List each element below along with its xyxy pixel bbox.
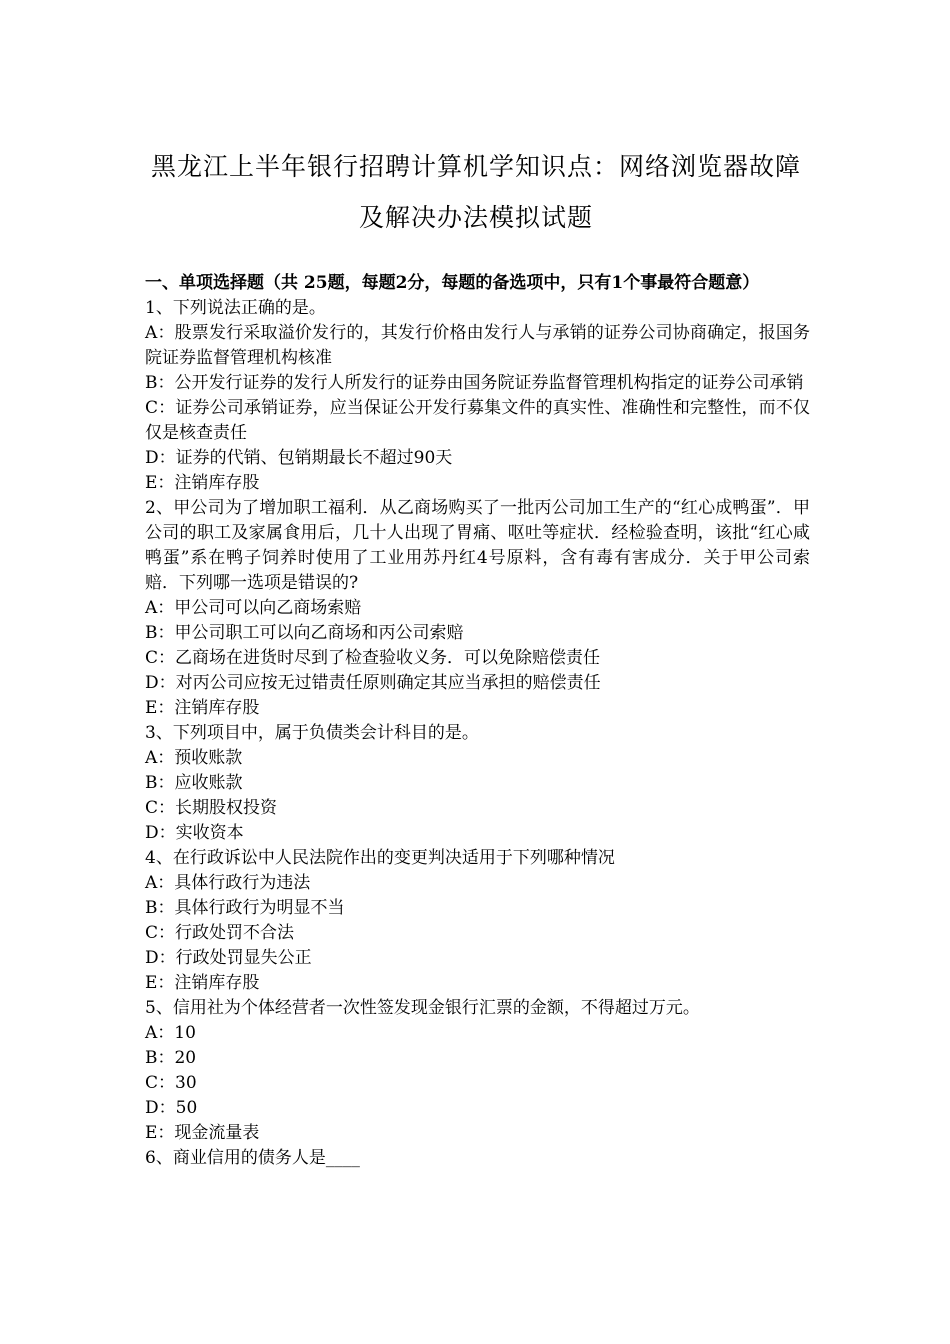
option: D：证券的代销、包销期最长不超过90天: [145, 448, 453, 468]
option: B：具体行政行为明显不当: [145, 898, 345, 918]
option: E：注销库存股: [145, 698, 260, 718]
question-text: 4、在行政诉讼中人民法院作出的变更判决适用于下列哪种情况: [145, 848, 615, 868]
question-block: [145, 1146, 810, 1171]
option: A：10: [145, 1023, 196, 1043]
document-title-line-1: 黑龙江上半年银行招聘计算机学知识点：网络浏览器故障: [150, 152, 801, 181]
section-heading: 一、单项选择题（共 25题，每题2分，每题的备选项中，只有1个事最符合题意）: [145, 273, 760, 293]
question-text: 1、下列说法正确的是。: [145, 298, 326, 318]
question-text: 6、商业信用的债务人是____: [145, 1148, 360, 1168]
option: C：行政处罚不合法: [145, 923, 295, 943]
question-block: [145, 721, 810, 846]
question-text: 3、下列项目中，属于负债类会计科目的是。: [145, 723, 479, 743]
option: A：股票发行采取溢价发行的，其发行价格由发行人与承销的证券公司协商确定，报国务院证券监督管理机构核准: [145, 323, 810, 368]
option: E：注销库存股: [145, 973, 260, 993]
option: D：行政处罚显失公正: [145, 948, 312, 968]
option: D：50: [145, 1098, 198, 1118]
option: B：20: [145, 1048, 197, 1068]
document-title-line-2: 及解决办法模拟试题: [358, 203, 593, 232]
question-text: 2、甲公司为了增加职工福利．从乙商场购买了一批丙公司加工生产的“红心成鸭蛋”．甲公司的职工及家属食用后，几十人出现了胃痛、呕吐等症状．经检验查明，该批“红心咸鸭蛋”系在鸭子饲养时使用了工业用苏丹红4号原料，含有毒有害成分．关于甲公司索赔．下列哪一选项是错误的?: [145, 498, 810, 593]
option: E：注销库存股: [145, 473, 260, 493]
question-block: [145, 496, 810, 721]
option: E：现金流量表: [145, 1123, 260, 1143]
option: B：公开发行证券的发行人所发行的证券由国务院证券监督管理机构指定的证券公司承销: [145, 373, 804, 393]
option: A：具体行政行为违法: [145, 873, 311, 893]
option: A：甲公司可以向乙商场索赔: [145, 598, 362, 618]
option: D：实收资本: [145, 823, 244, 843]
option: C：证券公司承销证券，应当保证公开发行募集文件的真实性、准确性和完整性，而不仅仅是核查责任: [145, 398, 810, 443]
question-block: [145, 296, 810, 496]
option: C：30: [145, 1073, 197, 1093]
question-block: [145, 846, 810, 996]
question-text: 5、信用社为个体经营者一次性签发现金银行汇票的金额，不得超过万元。: [145, 998, 700, 1018]
option: B：应收账款: [145, 773, 243, 793]
option: A：预收账款: [145, 748, 243, 768]
option: B：甲公司职工可以向乙商场和丙公司索赔: [145, 623, 464, 643]
document-body: [145, 271, 810, 1171]
option: D：对丙公司应按无过错责任原则确定其应当承担的赔偿责任: [145, 673, 601, 693]
question-block: [145, 996, 810, 1146]
option: C：长期股权投资: [145, 798, 278, 818]
option: C：乙商场在进货时尽到了检查验收义务．可以免除赔偿责任: [145, 648, 601, 668]
